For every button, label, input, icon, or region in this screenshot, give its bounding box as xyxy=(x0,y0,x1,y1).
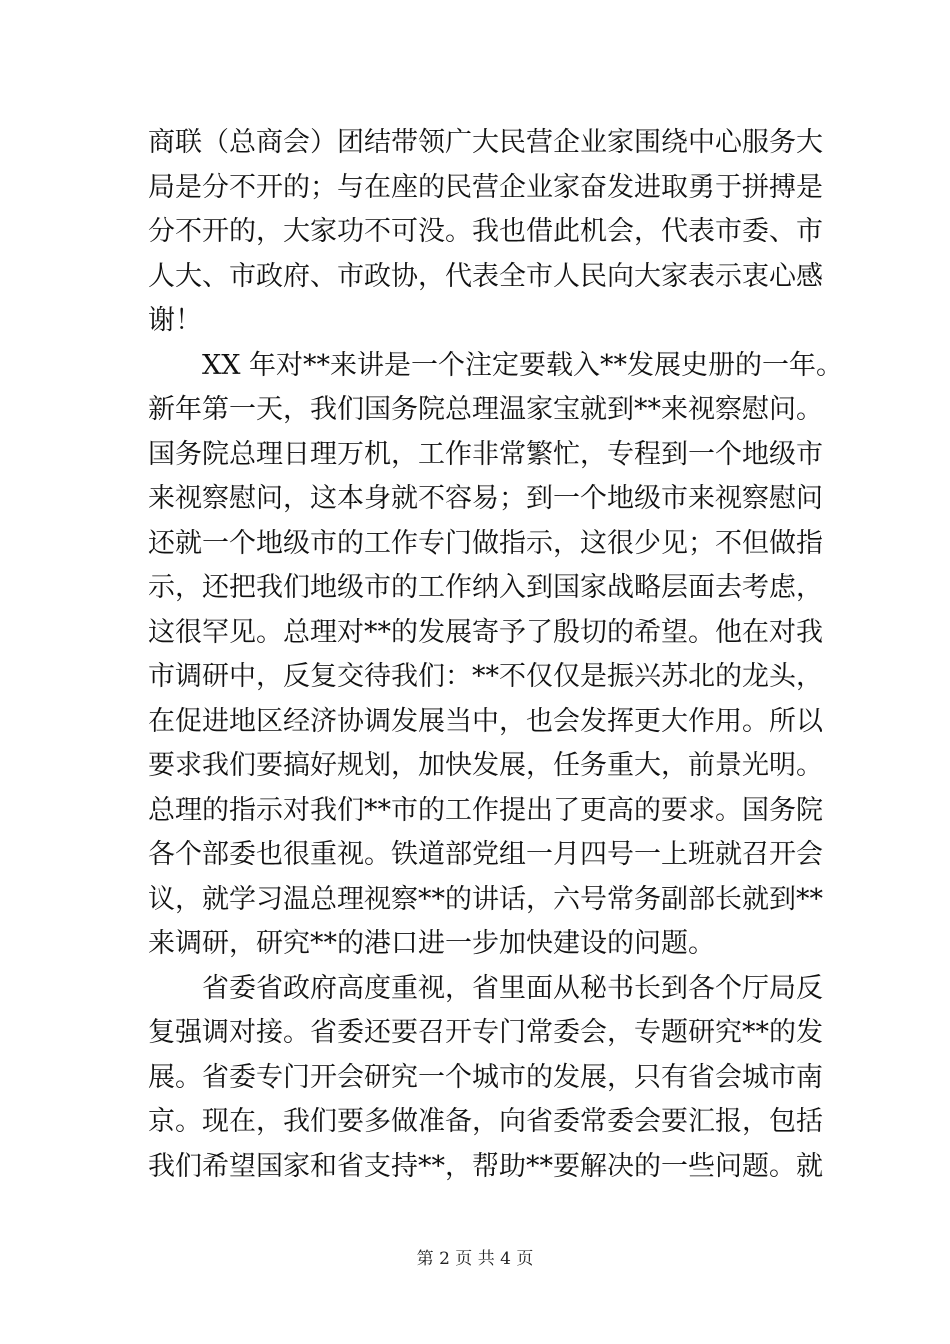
document-body xyxy=(148,121,844,1189)
page-number-footer: 第 2 页 共 4 页 xyxy=(416,1249,534,1269)
paragraph-line: 京。现在，我们要多做准备，向省委常委会要汇报，包括 xyxy=(148,1106,823,1137)
paragraph-line: 展。省委专门开会研究一个城市的发展，只有省会城市南 xyxy=(148,1061,823,1093)
paragraph-line: XX 年对**来讲是一个注定要载入**发展史册的一年。 xyxy=(202,349,844,381)
paragraph-line: 来调研，研究**的港口进一步加快建设的问题。 xyxy=(148,928,715,959)
paragraph-line: 来视察慰问，这本身就不容易；到一个地级市来视察慰问 xyxy=(148,483,823,514)
paragraph-line: 复强调对接。省委还要召开专门常委会，专题研究**的发 xyxy=(148,1017,823,1048)
paragraph-line: 示，还把我们地级市的工作纳入到国家战略层面去考虑， xyxy=(148,572,823,603)
paragraph-line: 省委省政府高度重视，省里面从秘书长到各个厅局反 xyxy=(202,972,823,1004)
paragraph-line: 在促进地区经济协调发展当中，也会发挥更大作用。所以 xyxy=(148,705,823,737)
paragraph-3 xyxy=(148,967,823,1190)
paragraph-2 xyxy=(148,344,844,967)
paragraph-line: 这很罕见。总理对**的发展寄予了殷切的希望。他在对我 xyxy=(148,616,823,648)
paragraph-line: 分不开的，大家功不可没。我也借此机会，代表市委、市 xyxy=(148,216,823,247)
paragraph-line: 总理的指示对我们**市的工作提出了更高的要求。国务院 xyxy=(148,794,823,826)
paragraph-line: 议，就学习温总理视察**的讲话，六号常务副部长就到** xyxy=(148,883,823,915)
paragraph-line: 我们希望国家和省支持**，帮助**要解决的一些问题。就 xyxy=(148,1150,823,1182)
paragraph-line: 还就一个地级市的工作专门做指示，这很少见；不但做指 xyxy=(148,527,823,559)
paragraph-line: 新年第一天，我们国务院总理温家宝就到**来视察慰问。 xyxy=(148,394,823,425)
paragraph-line: 局是分不开的；与在座的民营企业家奋发进取勇于拼搏是 xyxy=(148,171,823,203)
paragraph-line: 市调研中，反复交待我们：**不仅仅是振兴苏北的龙头， xyxy=(148,661,823,692)
paragraph-line: 各个部委也很重视。铁道部党组一月四号一上班就召开会 xyxy=(148,839,823,870)
paragraph-line: 人大、市政府、市政协，代表全市人民向大家表示衷心感 xyxy=(148,260,823,292)
paragraph-line: 谢！ xyxy=(148,305,202,336)
paragraph-line: 要求我们要搞好规划，加快发展，任务重大，前景光明。 xyxy=(148,750,823,781)
paragraph-1 xyxy=(148,121,823,344)
paragraph-line: 国务院总理日理万机，工作非常繁忙，专程到一个地级市 xyxy=(148,438,823,470)
paragraph-line: 商联（总商会）团结带领广大民营企业家围绕中心服务大 xyxy=(148,127,823,158)
